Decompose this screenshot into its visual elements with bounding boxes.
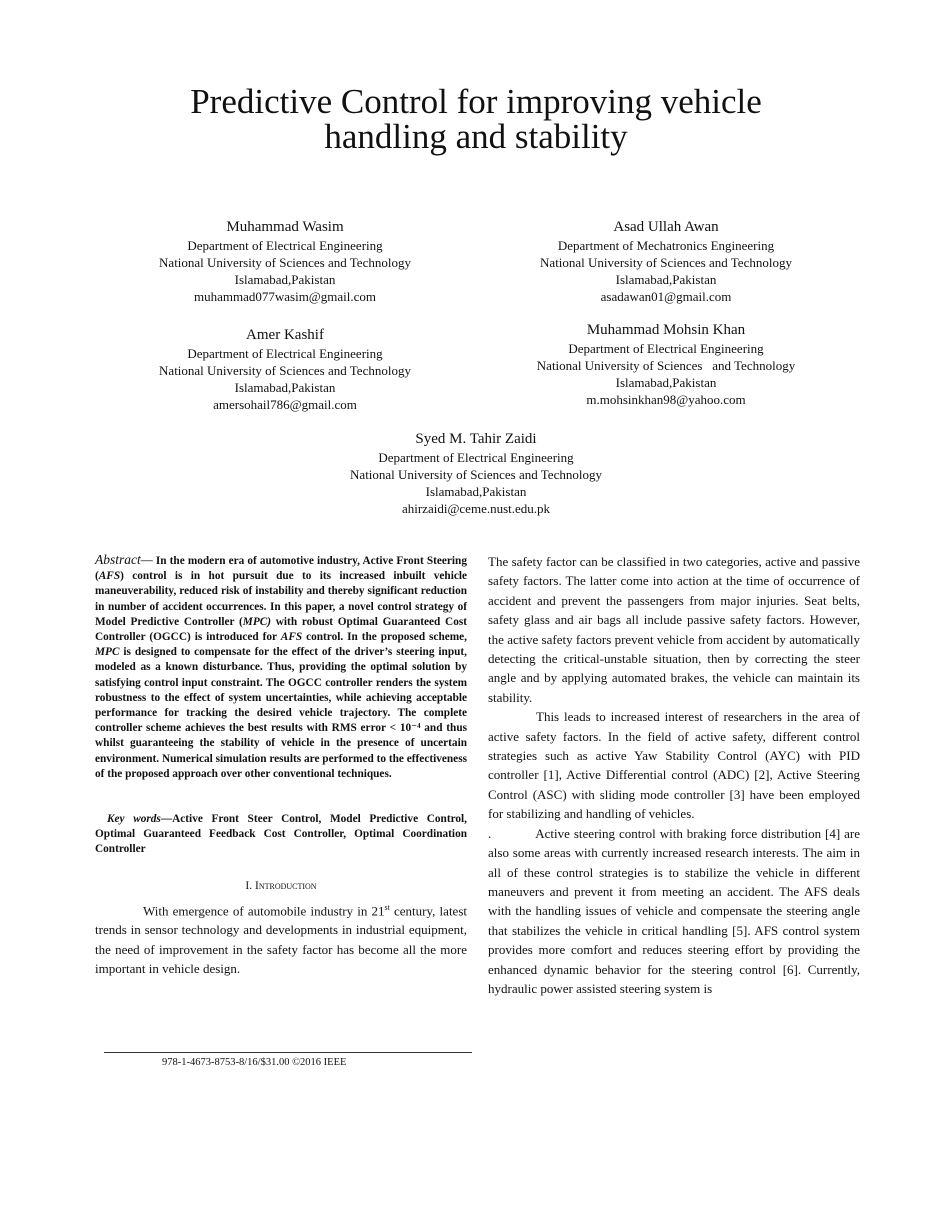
author-name: Muhammad Mohsin Khan (586, 322, 746, 338)
author-university: National University of Sciences and Technology (159, 255, 411, 270)
author-name: Amer Kashif (246, 327, 324, 343)
body-text: Active steering control with braking force distribution [4] are also some areas with currently increased research interests. The aim in all of these control strategies is to stabilize the vehicle in different maneuvers and prevent it from meeting an accident. The AFS deals with the handling issues of vehicle and compensate the steering angle that stabilizes the vehicle in critical handling [5]. AFS control system provides more comfort and reduces steering effort by providing the enhanced dynamic behavior for the steering control [6]. Currently, hydraulic power assisted steering system is (488, 825, 860, 996)
intro-text: century, latest trends in sensor technology and developments in industrial equipment, the need of improvement in the safety factor has become all the more important in vehicle design. (95, 902, 467, 977)
author-email: ahirzaidi@ceme.nust.edu.pk (401, 501, 551, 516)
abstract-text: is designed to compensate for the effect of the driver’s steering input, modeled as a known disturbance. Thus, providing the optimal solution by satisfying control input constraint. The OGCC controller renders the system robustness to the effect of system uncertainties, while achieving acceptable performance for tracking the desired vehicle trajectory. The complete controller scheme achieves the best results with RMS error < (95, 646, 467, 735)
author-department: Department of Electrical Engineering (568, 341, 764, 356)
body-paragraph: The safety factor can be classified in two categories, active and passive safety factors. The latter come into action at the time of occurrence of accident and prevent the passengers from major injuries. Seat belts, safety glass and air bags all include passive safety factors. However, the active safety factors prevent vehicle from accident by automatically detecting the critical-unstable situation, then by correcting the steer angle and by applying automated brakes, the vehicle can maintain its stability. (488, 554, 860, 705)
copyright-footer: 978-1-4673-8753-8/16/$31.00 ©2016 IEEE (162, 1057, 347, 1068)
abstract-term: AFS (280, 631, 303, 644)
author-name: Syed M. Tahir Zaidi (415, 431, 537, 447)
author-email: m.mohsinkhan98@yahoo.com (586, 392, 746, 407)
author-university: National University of Sciences and Technology (540, 255, 792, 270)
left-column (95, 552, 467, 979)
abstract-math: 10⁻⁴ (399, 722, 421, 735)
paper-title (0, 84, 952, 154)
author-university: National University of Sciences and Technology (350, 467, 602, 482)
author-department: Department of Electrical Engineering (378, 450, 574, 465)
title-line-2: handling and stability (324, 117, 628, 156)
intro-text: With emergence of automobile industry in 21 (143, 902, 385, 918)
abstract-text: and thus whilst guaranteeing the stability of vehicle in the presence of uncertain environment. Numerical simulation results are performed to the effectiveness of the proposed approach over other conventional techniques. (95, 722, 467, 780)
keywords-label: Key words (107, 813, 161, 826)
abstract-text: control. In the proposed scheme, (302, 631, 467, 644)
author-block-3 (95, 326, 475, 413)
author-city: Islamabad,Pakistan (234, 380, 336, 395)
section-heading: I. Introduction (245, 879, 317, 892)
author-city: Islamabad,Pakistan (234, 272, 336, 287)
author-city: Islamabad,Pakistan (615, 272, 717, 287)
author-university: National University of Sciences and Technology (536, 358, 796, 373)
keywords (95, 812, 467, 858)
author-university: National University of Sciences and Technology (159, 363, 411, 378)
abstract-text: In the modern era of automotive industry, Active Front Steering ( (95, 555, 467, 583)
abstract-text: with robust Optimal Guaranteed Cost Controller (OGCC) is introduced for (95, 615, 468, 644)
right-column (488, 552, 860, 998)
stray-period: . (488, 825, 492, 841)
author-name: Asad Ullah Awan (613, 219, 719, 235)
abstract-term: MPC) (242, 615, 272, 628)
body-paragraph: This leads to increased interest of researchers in the area of active safety factors. In the field of active safety, different control strategies such as active Yaw Stability Control (AYC) with PID controller [1], Active Differential control (ADC) [2], Active Steering Control (ASC) with sliding mode controller [3] have been employed for stabilizing and handling of vehicles. (488, 709, 860, 822)
author-block-1 (95, 218, 475, 305)
author-block-5 (276, 430, 676, 517)
footnote-rule (104, 1052, 472, 1053)
superscript: st (384, 902, 390, 912)
author-email: muhammad077wasim@gmail.com (193, 289, 377, 304)
author-email: amersohail786@gmail.com (213, 397, 357, 412)
author-name: Muhammad Wasim (226, 219, 344, 235)
author-city: Islamabad,Pakistan (425, 484, 527, 499)
abstract-term: MPC (95, 646, 120, 659)
keywords-text: —Active Front Steer Control, Model Predictive Control, Optimal Guaranteed Feedback Cost Controller, Optimal Coordination Controller (95, 813, 467, 856)
abstract-term: AFS (98, 570, 121, 583)
author-block-4 (476, 321, 856, 408)
author-block-2 (476, 218, 856, 305)
title-line-1: Predictive Control for improving vehicle (190, 82, 762, 121)
author-email: asadawan01@gmail.com (600, 289, 732, 304)
author-city: Islamabad,Pakistan (615, 375, 717, 390)
author-department: Department of Electrical Engineering (187, 238, 383, 253)
abstract-text: ) control is in hot pursuit due to its increased inbuilt vehicle maneuverability, reduced risk of instability and thereby significant reduction in number of accident occurrences. In this paper, a novel control strategy of Model Predictive Controller ( (95, 570, 467, 628)
author-department: Department of Electrical Engineering (187, 346, 383, 361)
abstract-lead: Abstract— (95, 552, 153, 567)
abstract (95, 552, 467, 782)
intro-paragraph (95, 898, 467, 979)
body-paragraph (488, 824, 860, 999)
author-department: Department of Mechatronics Engineering (557, 238, 775, 253)
